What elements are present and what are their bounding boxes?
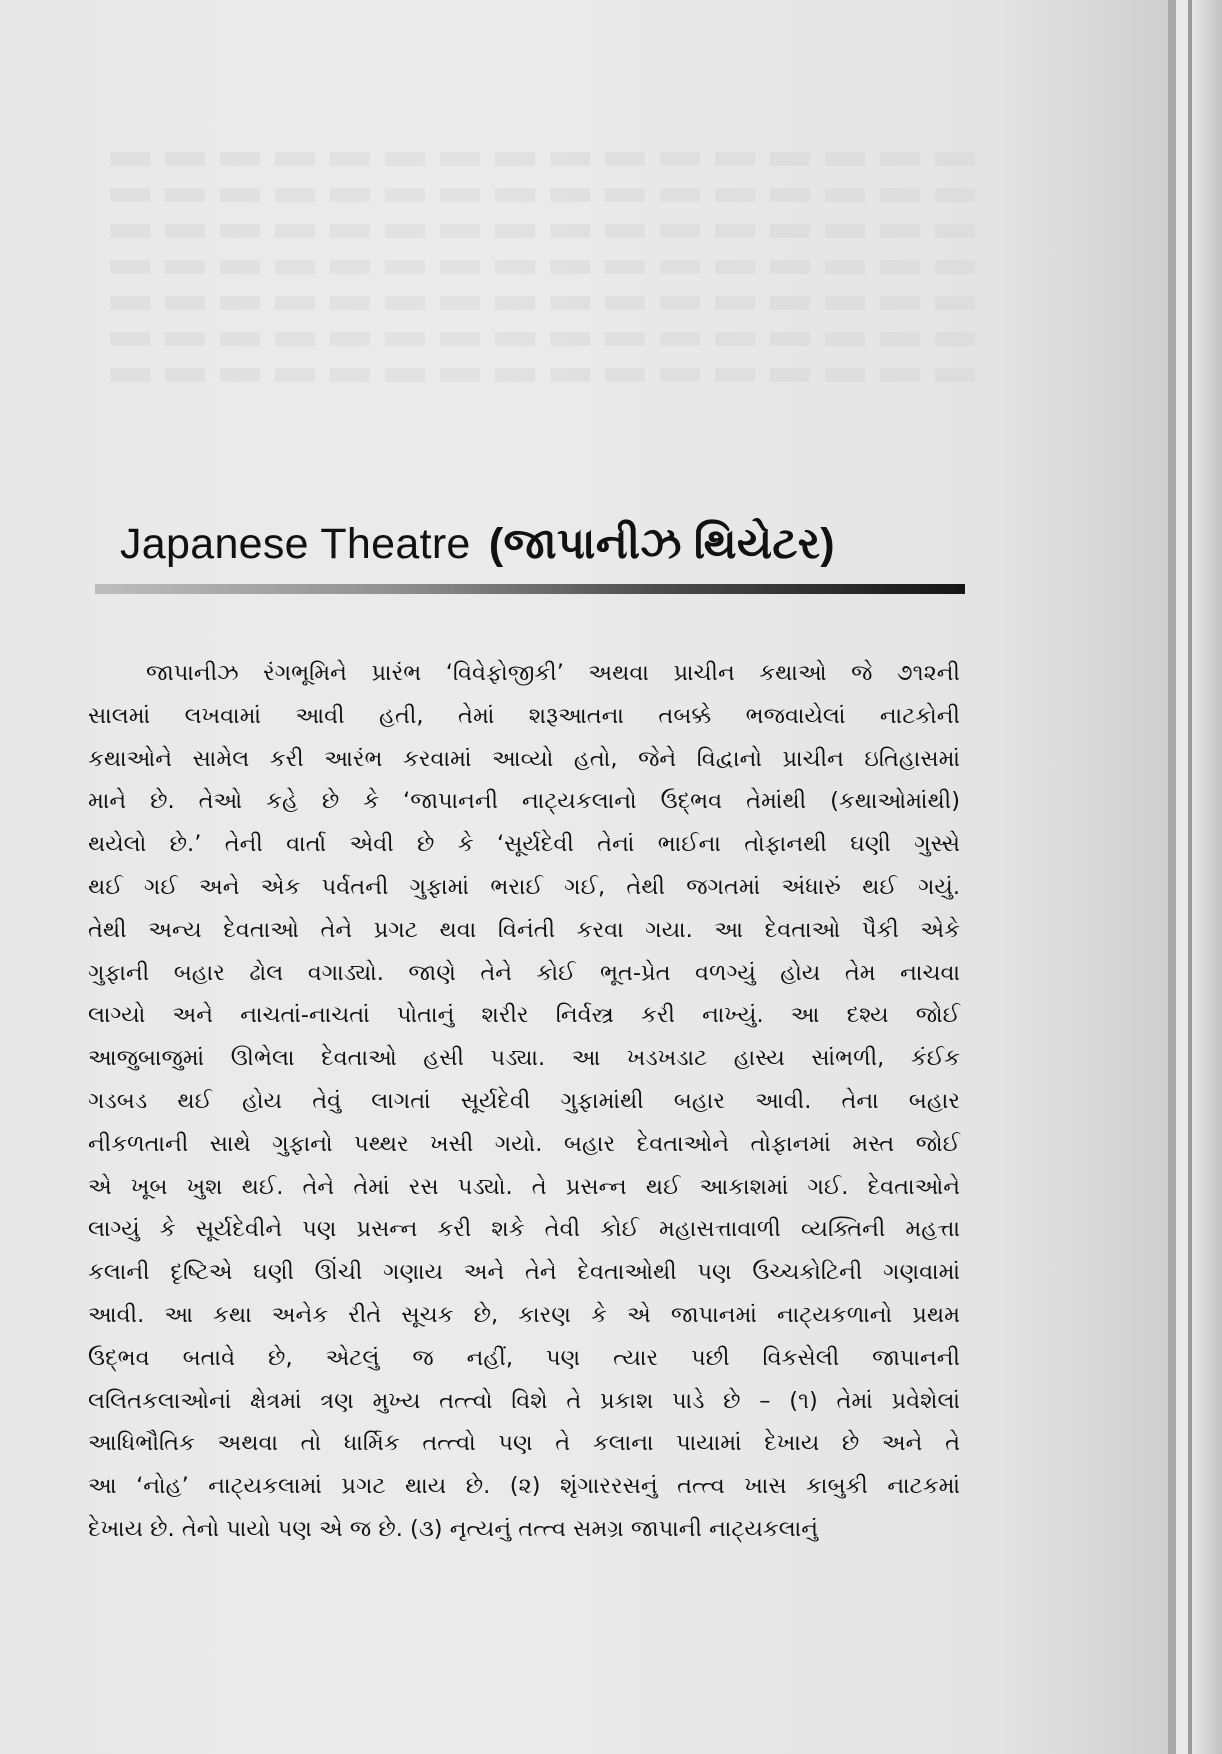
- bleed-through-text: [95, 130, 975, 404]
- page-edge: [1192, 0, 1222, 1754]
- heading-gujarati: (જાપાનીઝ થિયેટર): [488, 520, 835, 568]
- heading-english: Japanese Theatre: [120, 520, 471, 568]
- page-edge: [1176, 0, 1188, 1754]
- text-line: આધિભૌતિક અથવા તો ધાર્મિક તત્ત્વો પણ તે કલાના પાયામાં દેખાય છે અને તે: [88, 1430, 960, 1457]
- heading-rule: [95, 584, 965, 594]
- text-line: થયેલો છે.’ તેની વાર્તા એવી છે કે ‘સૂર્યદેવી તેનાં ભાઈના તોફાનથી ઘણી ગુસ્સે: [88, 831, 960, 858]
- text-line: માને છે. તેઓ કહે છે કે ‘જાપાનની નાટ્યકલાનો ઉદ્ભવ તેમાંથી (કથાઓમાંથી): [88, 788, 960, 815]
- text-line: કથાઓને સામેલ કરી આરંભ કરવામાં આવ્યો હતો, જેને વિદ્વાનો પ્રાચીન ઇતિહાસમાં: [88, 745, 960, 772]
- text-line: ગુફાની બહાર ઢોલ વગાડ્યો. જાણે તેને કોઈ ભૂત-પ્રેત વળગ્યું હોય તેમ નાચવા: [88, 959, 960, 986]
- page-edge: [1168, 0, 1176, 1754]
- text-line: આ ‘નોહ’ નાટ્યકલામાં પ્રગટ થાય છે. (૨) શૃંગારરસનું તત્ત્વ ખાસ કાબુકી નાટકમાં: [88, 1473, 960, 1500]
- text-line: એ ખૂબ ખુશ થઈ. તેને તેમાં રસ પડ્યો. તે પ્રસન્ન થઈ આકાશમાં ગઈ. દેવતાઓને: [88, 1173, 960, 1200]
- text-line: લાગ્યું કે સૂર્યદેવીને પણ પ્રસન્ન કરી શકે તેવી કોઈ મહાસત્તાવાળી વ્યક્તિની મહત્તા: [88, 1216, 960, 1243]
- text-line: આવી. આ કથા અનેક રીતે સૂચક છે, કારણ કે એ જાપાનમાં નાટ્યકળાનો પ્રથમ: [88, 1301, 960, 1328]
- text-line: સાલમાં લખવામાં આવી હતી, તેમાં શરૂઆતના તબક્કે ભજવાયેલાં નાટકોની: [88, 702, 960, 729]
- text-line: દેખાય છે. તેનો પાયો પણ એ જ છે. (૩) નૃત્યનું તત્ત્વ સમગ્ર જાપાની નાટ્યકલાનું: [88, 1515, 819, 1542]
- text-line: નીકળતાની સાથે ગુફાનો પથ્થર ખસી ગયો. બહાર દેવતાઓને તોફાનમાં મસ્ત જોઈ: [88, 1130, 960, 1157]
- text-line: લલિતકલાઓનાં ક્ષેત્રમાં ત્રણ મુખ્ય તત્ત્વો વિશે તે પ્રકાશ પાડે છે – (૧) તેમાં પ્રવેશેલાં: [88, 1387, 960, 1414]
- body-paragraph: [88, 652, 960, 1551]
- text-line: ગડબડ થઈ હોય તેવું લાગતાં સૂર્યદેવી ગુફામાંથી બહાર આવી. તેના બહાર: [88, 1087, 960, 1114]
- text-line: ઉદ્ભવ બતાવે છે, એટલું જ નહીં, પણ ત્યાર પછી વિકસેલી જાપાનની: [88, 1344, 960, 1371]
- section-heading: [120, 520, 970, 569]
- text-line: લાગ્યો અને નાચતાં-નાચતાં પોતાનું શરીર નિર્વસ્ત્ર કરી નાખ્યું. આ દશ્ય જોઈ: [88, 1002, 960, 1029]
- text-line: તેથી અન્ય દેવતાઓ તેને પ્રગટ થવા વિનંતી કરવા ગયા. આ દેવતાઓ પૈકી એકે: [88, 916, 960, 943]
- text-line: કલાની દૃષ્ટિએ ઘણી ઊંચી ગણાય અને તેને દેવતાઓથી પણ ઉચ્ચકોટિની ગણવામાં: [88, 1259, 960, 1286]
- text-line: જાપાનીઝ રંગભૂમિને પ્રારંભ ‘વિવેફોજીકી’ અથવા પ્રાચીન કથાઓ જે ૭૧૨ની: [146, 660, 960, 686]
- text-line: આજુબાજુમાં ઊભેલા દેવતાઓ હસી પડ્યા. આ ખડખડાટ હાસ્ય સાંભળી, કંઈક: [88, 1045, 960, 1072]
- text-line: થઈ ગઈ અને એક પર્વતની ગુફામાં ભરાઈ ગઈ, તેથી જગતમાં અંધારું થઈ ગયું.: [88, 873, 960, 900]
